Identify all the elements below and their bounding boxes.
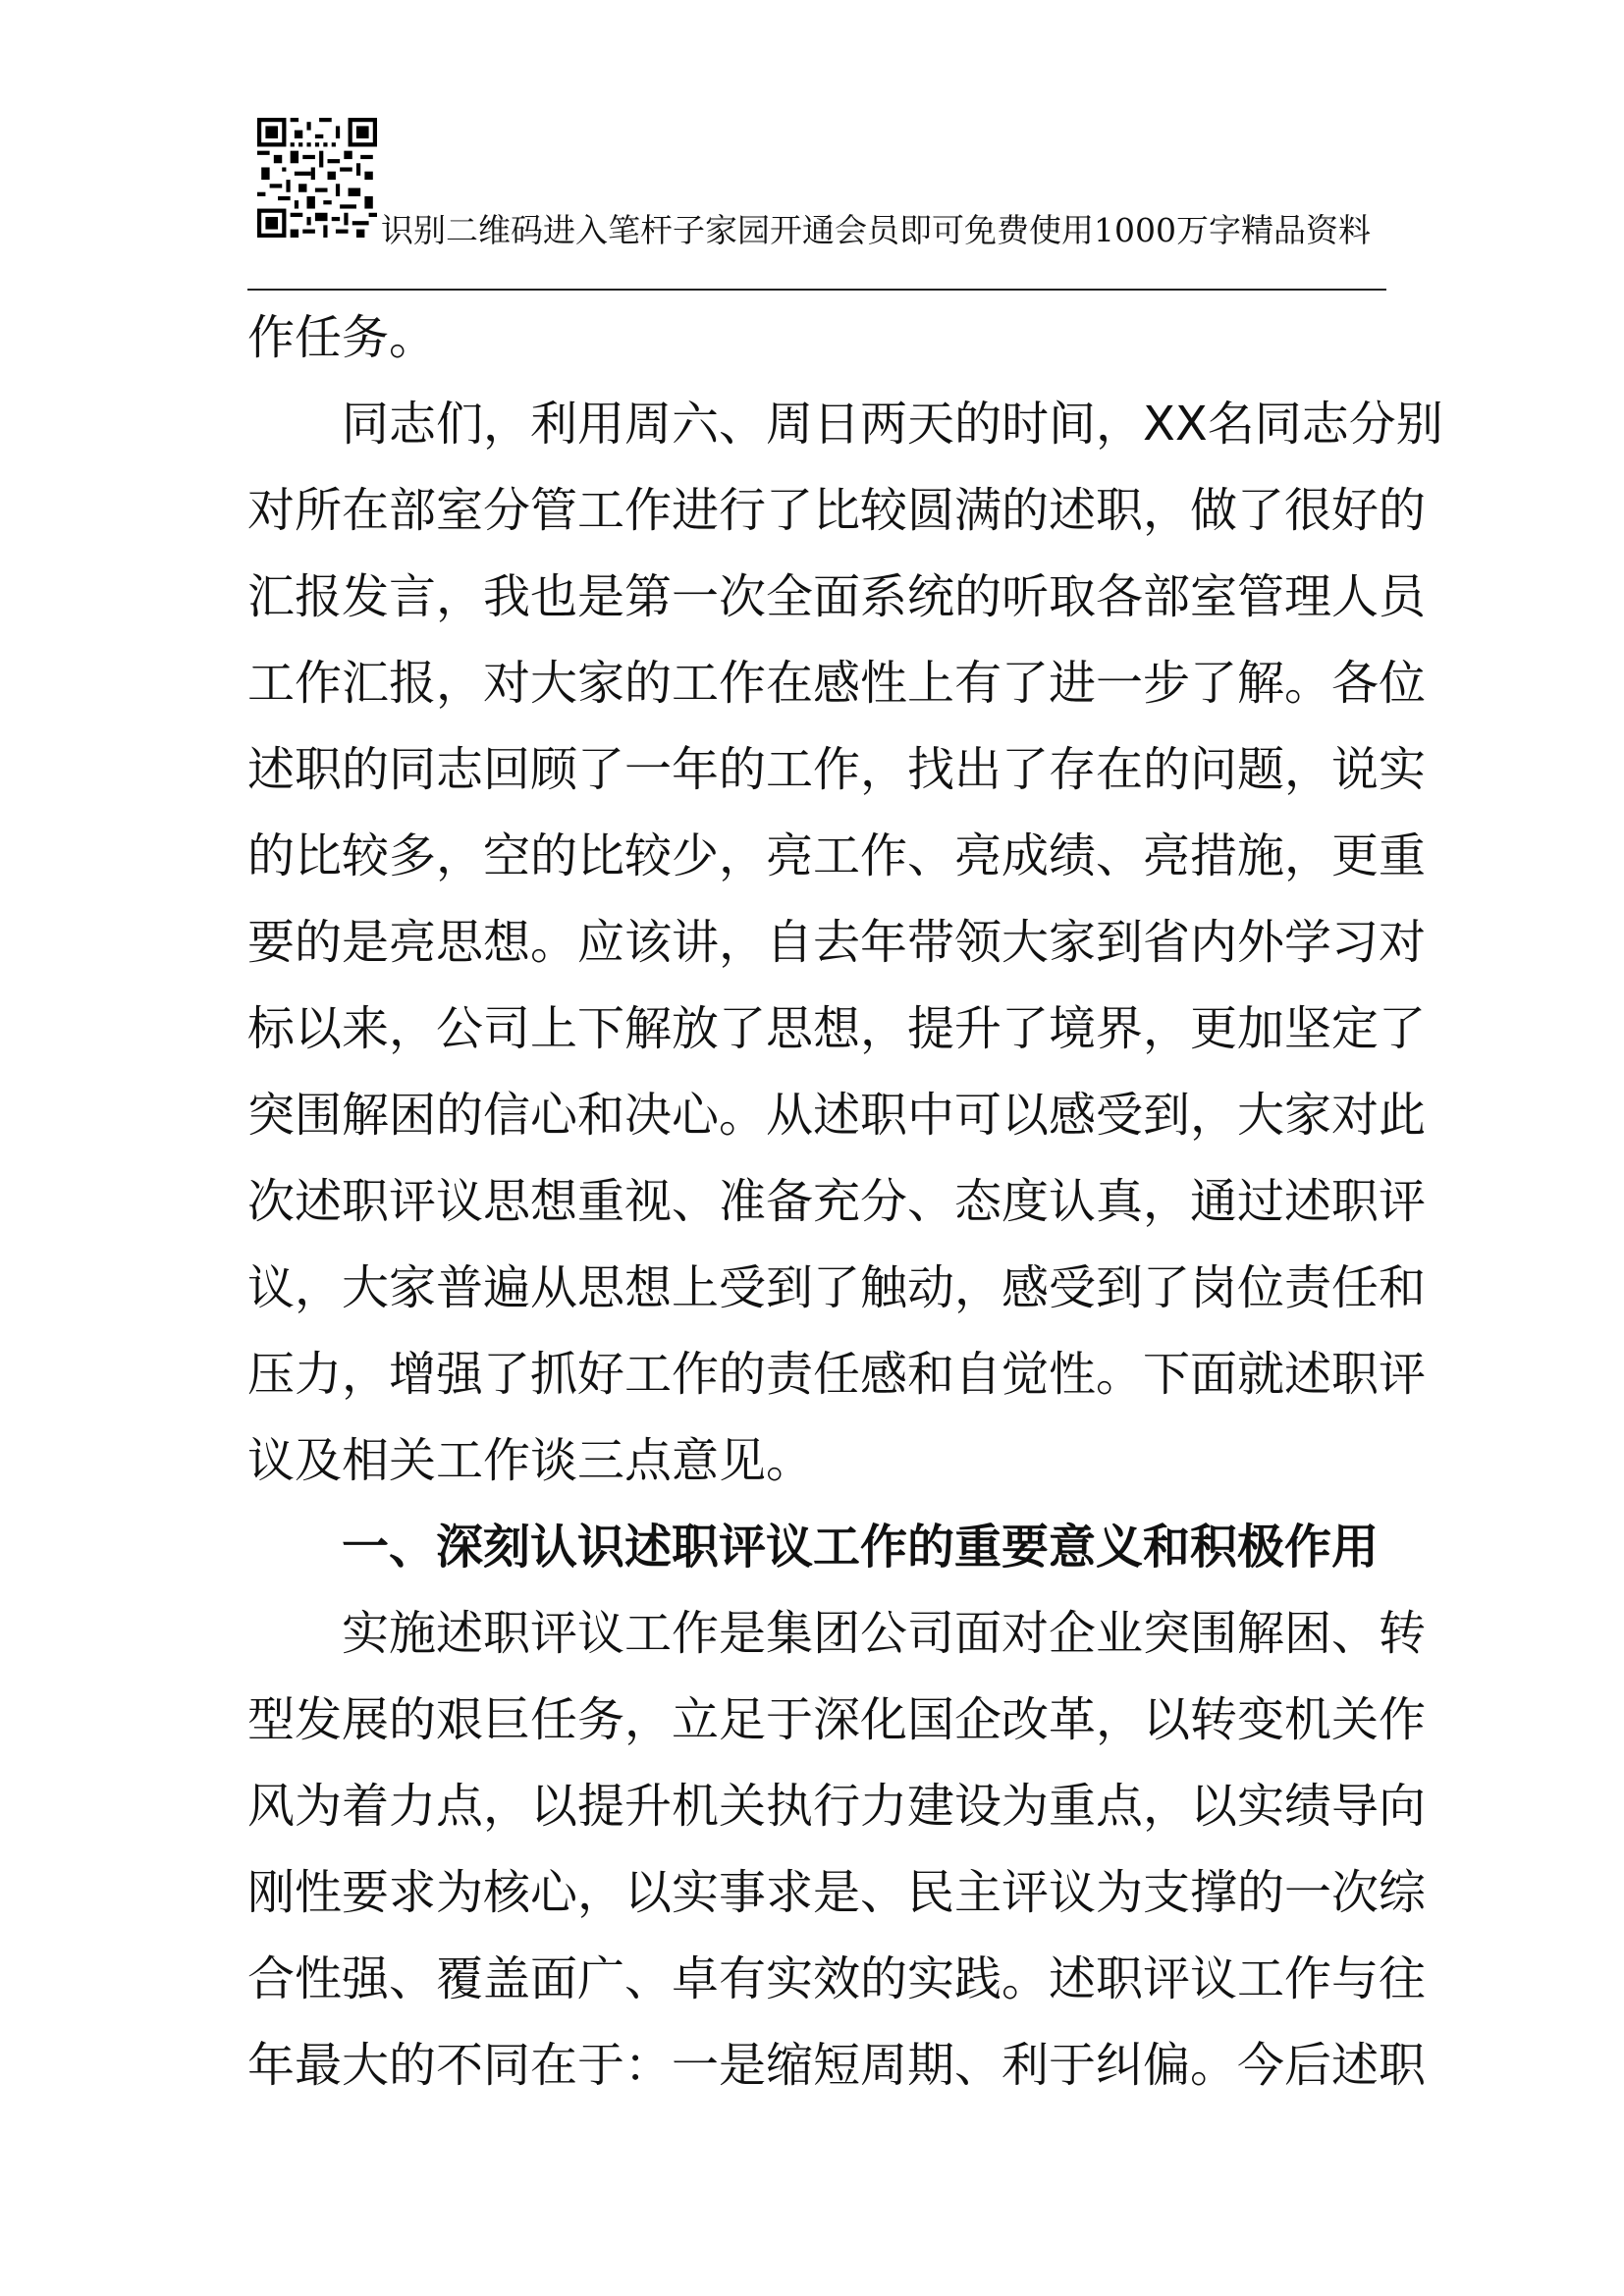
text-line: 议，大家普遍从思想上受到了触动，感受到了岗位责任和 — [247, 1260, 1427, 1315]
header-banner-text: 识别二维码进入笔杆子家园开通会员即可免费使用1000万字精品资料 — [381, 211, 1371, 249]
document-body — [247, 294, 1443, 2109]
text-line: 工作汇报，对大家的工作在感性上有了进一步了解。各位 — [247, 656, 1427, 711]
text-line: 年最大的不同在于：一是缩短周期、利于纠偏。今后述职 — [247, 2038, 1427, 2093]
text-line: 对所在部室分管工作进行了比较圆满的述职，做了很好的 — [247, 483, 1427, 538]
text-line: 要的是亮思想。应该讲，自去年带领大家到省内外学习对 — [247, 915, 1427, 970]
text-line: 议及相关工作谈三点意见。 — [247, 1433, 814, 1488]
paragraph-start-line: 同志们，利用周六、周日两天的时间，XX名同志分别 — [342, 397, 1443, 452]
text-line: 型发展的艰巨任务，立足于深化国企改革，以转变机关作 — [247, 1692, 1427, 1747]
header-divider — [247, 289, 1386, 291]
text-line: 作任务。 — [247, 310, 437, 365]
text-line: 突围解困的信心和决心。从述职中可以感受到，大家对此 — [247, 1088, 1427, 1143]
text-line: 压力，增强了抓好工作的责任感和自觉性。下面就述职评 — [247, 1347, 1427, 1402]
text-line: 标以来，公司上下解放了思想，提升了境界，更加坚定了 — [247, 1001, 1427, 1056]
paragraph-start-line: 实施述职评议工作是集团公司面对企业突围解困、转 — [342, 1606, 1427, 1661]
qr-code-image — [257, 118, 377, 238]
section-heading: 一、深刻认识述职评议工作的重要意义和积极作用 — [342, 1520, 1380, 1575]
text-line: 合性强、覆盖面广、卓有实效的实践。述职评议工作与往 — [247, 1951, 1427, 2006]
text-line: 的比较多，空的比较少，亮工作、亮成绩、亮措施，更重 — [247, 828, 1427, 883]
text-line: 风为着力点，以提升机关执行力建设为重点，以实绩导向 — [247, 1779, 1427, 1834]
text-line: 刚性要求为核心，以实事求是、民主评议为支撑的一次综 — [247, 1865, 1427, 1920]
text-line: 述职的同志回顾了一年的工作，找出了存在的问题，说实 — [247, 742, 1427, 797]
text-line: 汇报发言，我也是第一次全面系统的听取各部室管理人员 — [247, 569, 1427, 624]
text-line: 次述职评议思想重视、准备充分、态度认真，通过述职评 — [247, 1174, 1427, 1229]
